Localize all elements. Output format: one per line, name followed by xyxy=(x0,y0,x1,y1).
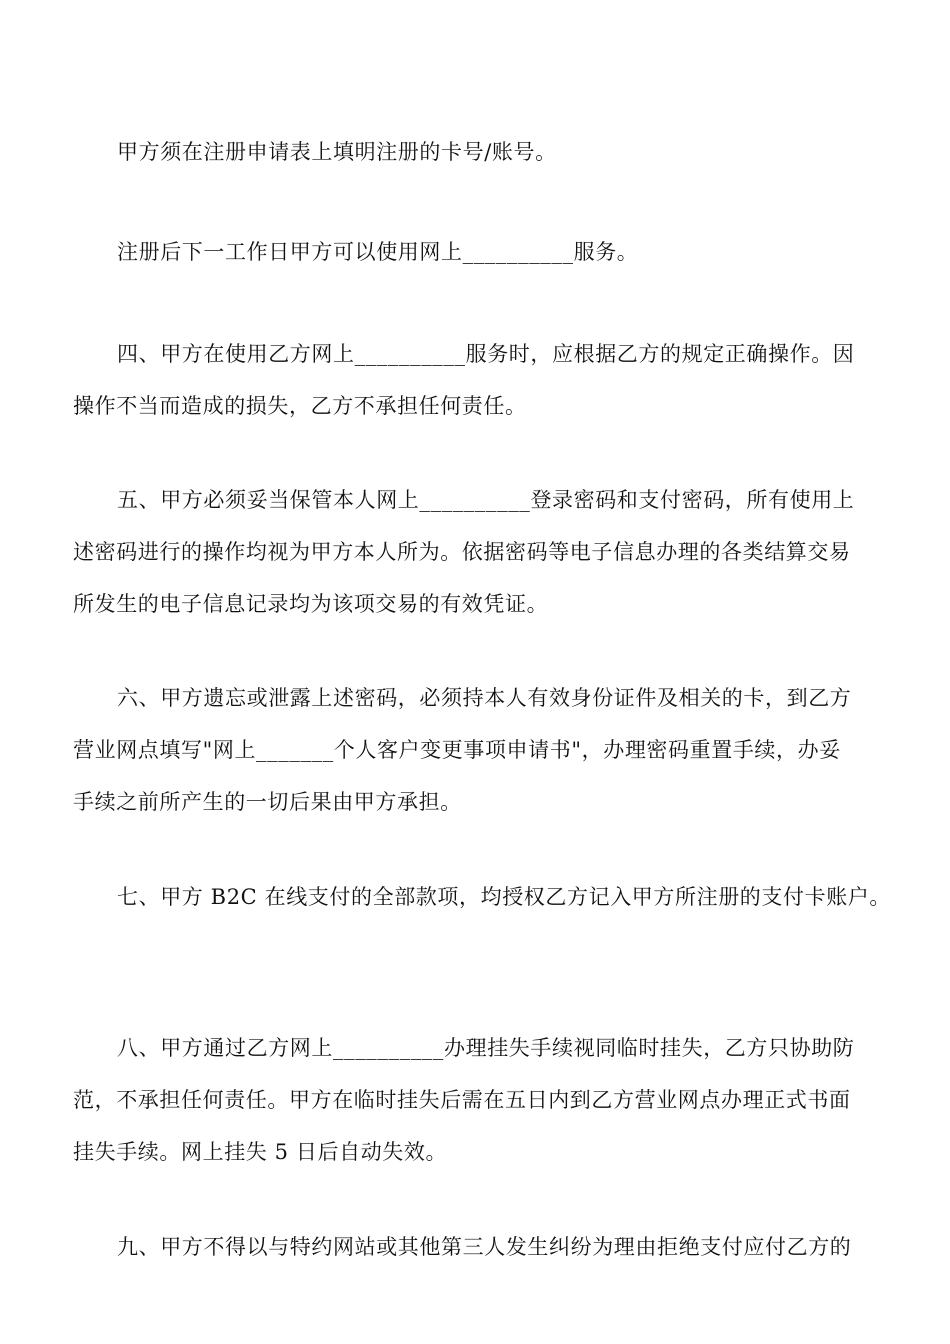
paragraph-clause-6 xyxy=(73,672,885,828)
paragraph-clause-8 xyxy=(73,1022,885,1178)
text-line: 注册后下一工作日甲方可以使用网上__________服务。 xyxy=(117,240,639,264)
paragraph-clause-9 xyxy=(73,1221,885,1273)
paragraph-registration-card xyxy=(73,126,885,178)
text-line: 八、甲方通过乙方网上__________办理挂失手续视同临时挂失，乙方只协助防 xyxy=(117,1036,855,1060)
text-line: 操作不当而造成的损失，乙方不承担任何责任。 xyxy=(73,394,527,418)
text-line: 九、甲方不得以与特约网站或其他第三人发生纠纷为理由拒绝支付应付乙方的 xyxy=(117,1235,852,1259)
text-line: 范，不承担任何责任。甲方在临时挂失后需在五日内到乙方营业网点办理正式书面 xyxy=(73,1088,851,1112)
text-line: 所发生的电子信息记录均为该项交易的有效凭证。 xyxy=(73,592,549,616)
text-line: 六、甲方遗忘或泄露上述密码，必须持本人有效身份证件及相关的卡，到乙方 xyxy=(117,686,852,710)
text-line: 营业网点填写"网上_______个人客户变更事项申请书"，办理密码重置手续，办妥 xyxy=(73,738,841,762)
text-line: 五、甲方必须妥当保管本人网上__________登录密码和支付密码，所有使用上 xyxy=(117,488,855,512)
text-line: 挂失手续。网上挂失 5 日后自动失效。 xyxy=(73,1140,448,1164)
text-line: 七、甲方 B2C 在线支付的全部款项，均授权乙方记入甲方所注册的支付卡账户。 xyxy=(117,885,892,909)
text-line: 甲方须在注册申请表上填明注册的卡号/账号。 xyxy=(117,140,557,164)
text-line: 述密码进行的操作均视为甲方本人所为。依据密码等电子信息办理的各类结算交易 xyxy=(73,540,851,564)
paragraph-next-workday xyxy=(73,226,885,278)
paragraph-clause-4 xyxy=(73,328,885,432)
paragraph-clause-5 xyxy=(73,474,885,630)
paragraph-clause-7 xyxy=(73,871,892,923)
text-line: 手续之前所产生的一切后果由甲方承担。 xyxy=(73,790,462,814)
text-line: 四、甲方在使用乙方网上__________服务时，应根据乙方的规定正确操作。因 xyxy=(117,342,855,366)
